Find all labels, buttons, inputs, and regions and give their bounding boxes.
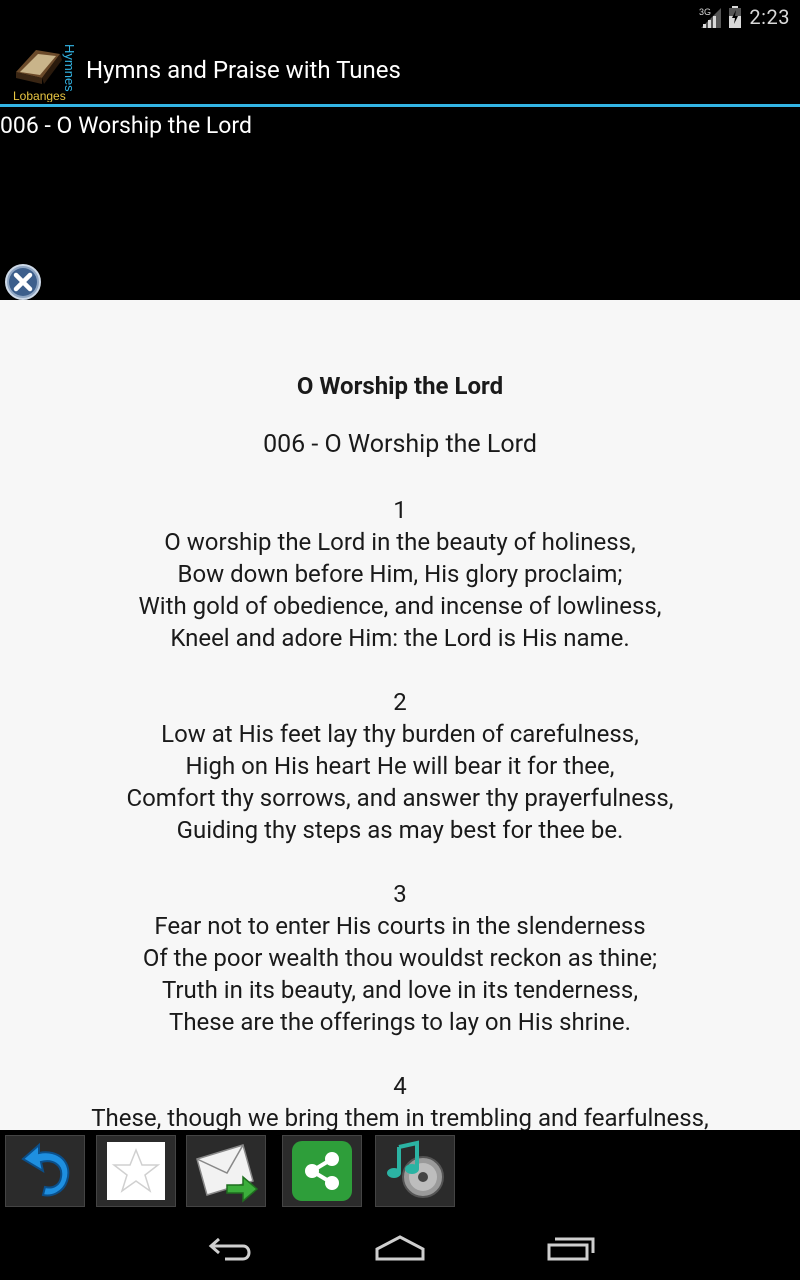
verse	[0, 878, 800, 1038]
verse-line: Bow down before Him, His glory proclaim;	[177, 560, 623, 588]
nav-home-button[interactable]	[370, 1225, 430, 1270]
verse	[0, 686, 800, 846]
play-tune-button[interactable]	[375, 1135, 455, 1207]
hymn-subtitle: 006 - O Worship the Lord	[263, 430, 537, 459]
status-bar	[0, 0, 800, 34]
verse-line: Fear not to enter His courts in the slenderness	[154, 912, 646, 940]
verse-line: Truth in its beauty, and love in its tenderness,	[161, 976, 639, 1004]
verse-line: These are the offerings to lay on His shrine.	[169, 1008, 631, 1036]
share-icon	[300, 1149, 344, 1193]
back-arrow-icon	[205, 1233, 255, 1263]
verse-line: Comfort thy sorrows, and answer thy prayerfulness,	[126, 784, 674, 812]
verse-number: 3	[393, 880, 407, 908]
verse-line: O worship the Lord in the beauty of holiness,	[164, 528, 636, 556]
close-icon	[4, 263, 42, 301]
verse-number: 1	[393, 496, 407, 524]
lyrics-panel[interactable]	[0, 300, 800, 1130]
clock: 2:23	[749, 5, 790, 29]
undo-arrow-icon	[13, 1139, 77, 1203]
hymn-header-title: 006 - O Worship the Lord	[0, 112, 252, 139]
share-tile	[292, 1141, 352, 1201]
verse-number: 4	[393, 1072, 407, 1100]
share-button[interactable]	[282, 1135, 362, 1207]
email-icon	[191, 1139, 261, 1203]
hymn-title: O Worship the Lord	[296, 372, 504, 400]
app-title: Hymns and Praise with Tunes	[86, 56, 401, 84]
verse-line: Guiding thy steps as may best for thee be.	[176, 816, 624, 844]
app-icon-label-top: Hymnes	[62, 44, 77, 92]
nav-back-button[interactable]	[200, 1225, 260, 1270]
favorite-button[interactable]	[96, 1135, 176, 1207]
home-icon	[373, 1233, 427, 1263]
verse-line: With gold of obedience, and incense of lowliness,	[138, 592, 662, 620]
verse-number: 2	[393, 688, 407, 716]
verses	[0, 494, 800, 1130]
nav-recents-button[interactable]	[540, 1225, 600, 1270]
signal-icon	[699, 6, 721, 28]
verse	[0, 1070, 800, 1130]
recents-icon	[545, 1233, 595, 1263]
verse-line: Low at His feet lay thy burden of carefulness,	[161, 720, 639, 748]
verse	[0, 494, 800, 654]
back-button[interactable]	[5, 1135, 85, 1207]
email-button[interactable]	[186, 1135, 266, 1207]
music-icon	[383, 1139, 447, 1203]
verse-line: Of the poor wealth thou wouldst reckon as thine;	[142, 944, 658, 972]
app-logo-icon[interactable]	[12, 42, 82, 102]
battery-icon	[729, 6, 741, 28]
close-button[interactable]	[4, 263, 42, 301]
verse-line: These, though we bring them in trembling and fearfulness,	[91, 1104, 709, 1130]
verse-line: Kneel and adore Him: the Lord is His name.	[170, 624, 630, 652]
star-icon	[111, 1146, 161, 1196]
app-icon-label-bottom: Lobanges	[13, 89, 66, 102]
network-type-label: 3G	[699, 7, 712, 17]
verse-line: High on His heart He will bear it for thee,	[185, 752, 615, 780]
favorite-tile	[107, 1142, 165, 1200]
